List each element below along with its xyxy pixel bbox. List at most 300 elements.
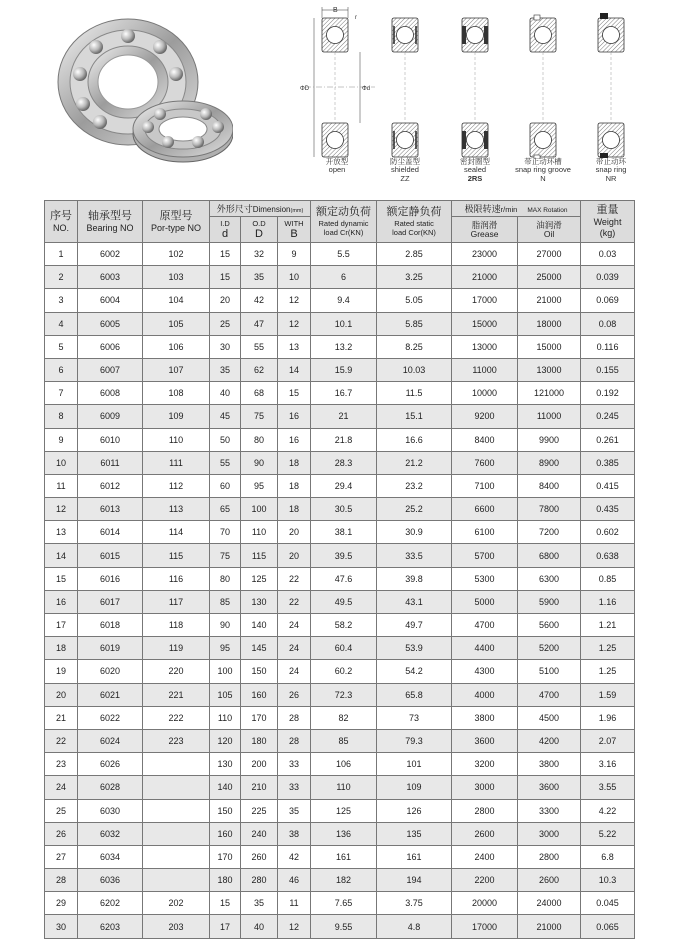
cell-bearing-no: 6009 [78, 405, 143, 428]
cell-id: 60 [210, 474, 241, 497]
cell-no: 17 [45, 614, 78, 637]
cell-bearing-no: 6008 [78, 382, 143, 405]
cell-bearing-no: 6020 [78, 660, 143, 683]
cell-por-type: 223 [143, 729, 210, 752]
cell-id: 100 [210, 660, 241, 683]
bearing-photo [38, 14, 233, 164]
cell-width: 11 [278, 892, 311, 915]
cell-grease-speed: 21000 [452, 266, 518, 289]
cell-width: 24 [278, 637, 311, 660]
table-row [45, 243, 635, 266]
table-header [45, 201, 635, 243]
cell-id: 55 [210, 451, 241, 474]
cell-dynamic-load: 30.5 [311, 498, 377, 521]
cell-od: 160 [241, 683, 278, 706]
header-with: WITH B [278, 217, 311, 243]
cell-id: 180 [210, 869, 241, 892]
header-dynamic-load: 额定动负荷 Rated dynamic load Cr(KN) [311, 201, 377, 243]
cell-bearing-no: 6011 [78, 451, 143, 474]
table-row [45, 382, 635, 405]
cell-static-load: 16.6 [377, 428, 452, 451]
cell-bearing-no: 6005 [78, 312, 143, 335]
cell-id: 105 [210, 683, 241, 706]
cell-weight: 0.116 [581, 335, 635, 358]
cell-no: 14 [45, 544, 78, 567]
table-row [45, 451, 635, 474]
cell-grease-speed: 2400 [452, 845, 518, 868]
cell-bearing-no: 6203 [78, 915, 143, 938]
cell-por-type: 114 [143, 521, 210, 544]
cell-weight: 0.261 [581, 428, 635, 451]
cell-dynamic-load: 28.3 [311, 451, 377, 474]
cell-static-load: 65.8 [377, 683, 452, 706]
cell-weight: 0.065 [581, 915, 635, 938]
cell-grease-speed: 3800 [452, 706, 518, 729]
cell-weight: 0.435 [581, 498, 635, 521]
cell-por-type [143, 845, 210, 868]
table-row [45, 660, 635, 683]
cell-dynamic-load: 39.5 [311, 544, 377, 567]
cell-bearing-no: 6015 [78, 544, 143, 567]
cell-oil-speed: 4500 [518, 706, 581, 729]
cell-no: 29 [45, 892, 78, 915]
cell-grease-speed: 20000 [452, 892, 518, 915]
cell-od: 115 [241, 544, 278, 567]
header-oil: 油润滑 Oil [518, 217, 581, 243]
cell-grease-speed: 2200 [452, 869, 518, 892]
cell-no: 13 [45, 521, 78, 544]
cell-grease-speed: 6100 [452, 521, 518, 544]
cell-oil-speed: 5200 [518, 637, 581, 660]
cell-static-load: 49.7 [377, 614, 452, 637]
cell-no: 20 [45, 683, 78, 706]
cell-no: 12 [45, 498, 78, 521]
cell-od: 35 [241, 266, 278, 289]
cell-weight: 3.55 [581, 776, 635, 799]
cell-width: 22 [278, 590, 311, 613]
cell-no: 11 [45, 474, 78, 497]
cell-grease-speed: 4000 [452, 683, 518, 706]
cell-weight: 1.25 [581, 660, 635, 683]
cell-od: 280 [241, 869, 278, 892]
cell-width: 46 [278, 869, 311, 892]
cell-od: 68 [241, 382, 278, 405]
cell-no: 1 [45, 243, 78, 266]
cell-dynamic-load: 60.2 [311, 660, 377, 683]
cell-id: 120 [210, 729, 241, 752]
cell-weight: 0.638 [581, 544, 635, 567]
table-row [45, 312, 635, 335]
cell-por-type: 106 [143, 335, 210, 358]
cell-width: 12 [278, 289, 311, 312]
type-sealed-caption: 密封圈型 sealed 2RS [460, 157, 490, 183]
cell-dynamic-load: 5.5 [311, 243, 377, 266]
cell-por-type [143, 822, 210, 845]
cell-oil-speed: 4700 [518, 683, 581, 706]
cell-oil-speed: 21000 [518, 915, 581, 938]
cell-width: 9 [278, 243, 311, 266]
cell-id: 150 [210, 799, 241, 822]
cell-bearing-no: 6013 [78, 498, 143, 521]
cell-id: 85 [210, 590, 241, 613]
cell-por-type: 119 [143, 637, 210, 660]
cell-bearing-no: 6030 [78, 799, 143, 822]
table-row [45, 822, 635, 845]
cell-dynamic-load: 58.2 [311, 614, 377, 637]
cell-dynamic-load: 72.3 [311, 683, 377, 706]
cell-por-type: 222 [143, 706, 210, 729]
shielded-drawing [392, 18, 418, 157]
cell-grease-speed: 7600 [452, 451, 518, 474]
cell-id: 35 [210, 358, 241, 381]
cell-weight: 1.21 [581, 614, 635, 637]
cell-dynamic-load: 49.5 [311, 590, 377, 613]
cell-od: 95 [241, 474, 278, 497]
cell-no: 24 [45, 776, 78, 799]
cell-grease-speed: 23000 [452, 243, 518, 266]
cell-bearing-no: 6034 [78, 845, 143, 868]
cell-bearing-no: 6010 [78, 428, 143, 451]
cell-od: 42 [241, 289, 278, 312]
cell-no: 15 [45, 567, 78, 590]
table-row [45, 428, 635, 451]
cell-oil-speed: 5100 [518, 660, 581, 683]
table-row [45, 637, 635, 660]
cell-od: 90 [241, 451, 278, 474]
table-row [45, 706, 635, 729]
snap-ring-drawing [598, 13, 624, 158]
cell-oil-speed: 2600 [518, 869, 581, 892]
cell-weight: 1.96 [581, 706, 635, 729]
table-row [45, 358, 635, 381]
cell-dynamic-load: 29.4 [311, 474, 377, 497]
cell-por-type: 117 [143, 590, 210, 613]
cell-id: 17 [210, 915, 241, 938]
cell-width: 28 [278, 729, 311, 752]
cell-no: 10 [45, 451, 78, 474]
cell-weight: 0.069 [581, 289, 635, 312]
cell-od: 32 [241, 243, 278, 266]
cell-grease-speed: 11000 [452, 358, 518, 381]
cell-dynamic-load: 82 [311, 706, 377, 729]
cell-dynamic-load: 136 [311, 822, 377, 845]
table-row [45, 776, 635, 799]
cell-por-type: 112 [143, 474, 210, 497]
cell-weight: 0.415 [581, 474, 635, 497]
cell-por-type: 104 [143, 289, 210, 312]
cell-bearing-no: 6002 [78, 243, 143, 266]
cell-grease-speed: 3000 [452, 776, 518, 799]
cell-bearing-no: 6032 [78, 822, 143, 845]
cell-static-load: 109 [377, 776, 452, 799]
cell-weight: 3.16 [581, 753, 635, 776]
cell-width: 24 [278, 614, 311, 637]
cell-id: 110 [210, 706, 241, 729]
cell-por-type: 110 [143, 428, 210, 451]
cell-id: 80 [210, 567, 241, 590]
cell-bearing-no: 6012 [78, 474, 143, 497]
cell-bearing-no: 6202 [78, 892, 143, 915]
table-row [45, 799, 635, 822]
cell-dynamic-load: 9.55 [311, 915, 377, 938]
type-snap-ring-groove-caption: 带止动环槽 snap ring groove N [515, 157, 571, 183]
cell-dynamic-load: 85 [311, 729, 377, 752]
cell-id: 50 [210, 428, 241, 451]
header-grease: 脂润滑 Grease [452, 217, 518, 243]
cell-por-type: 118 [143, 614, 210, 637]
cell-no: 7 [45, 382, 78, 405]
cell-grease-speed: 17000 [452, 289, 518, 312]
cell-weight: 10.3 [581, 869, 635, 892]
cell-por-type [143, 869, 210, 892]
cell-grease-speed: 13000 [452, 335, 518, 358]
cell-static-load: 194 [377, 869, 452, 892]
cell-static-load: 4.8 [377, 915, 452, 938]
table-row [45, 683, 635, 706]
header-id: I.D d [210, 217, 241, 243]
cell-width: 16 [278, 405, 311, 428]
cell-id: 15 [210, 243, 241, 266]
cell-od: 80 [241, 428, 278, 451]
cell-oil-speed: 24000 [518, 892, 581, 915]
cell-grease-speed: 9200 [452, 405, 518, 428]
cell-static-load: 10.03 [377, 358, 452, 381]
cell-static-load: 39.8 [377, 567, 452, 590]
header-max-rotation: 极限转速r/min MAX Rotation [452, 201, 581, 217]
cross-section-drawings [300, 4, 670, 159]
cell-no: 30 [45, 915, 78, 938]
cell-width: 42 [278, 845, 311, 868]
cell-no: 18 [45, 637, 78, 660]
cell-id: 15 [210, 266, 241, 289]
cell-weight: 0.03 [581, 243, 635, 266]
snap-ring-groove-drawing [530, 15, 556, 159]
cell-grease-speed: 15000 [452, 312, 518, 335]
cell-oil-speed: 25000 [518, 266, 581, 289]
type-open-caption: 开放型 open [325, 157, 349, 175]
cell-por-type: 113 [143, 498, 210, 521]
bearing-spec-table [44, 200, 635, 939]
cell-width: 13 [278, 335, 311, 358]
cell-weight: 1.25 [581, 637, 635, 660]
cell-od: 110 [241, 521, 278, 544]
cell-no: 26 [45, 822, 78, 845]
cell-id: 170 [210, 845, 241, 868]
cell-id: 20 [210, 289, 241, 312]
cell-bearing-no: 6021 [78, 683, 143, 706]
cell-oil-speed: 3000 [518, 822, 581, 845]
cell-por-type: 116 [143, 567, 210, 590]
cell-bearing-no: 6024 [78, 729, 143, 752]
table-row [45, 521, 635, 544]
table-row [45, 266, 635, 289]
cell-od: 170 [241, 706, 278, 729]
cell-por-type [143, 776, 210, 799]
cell-dynamic-load: 182 [311, 869, 377, 892]
cell-grease-speed: 3200 [452, 753, 518, 776]
cell-static-load: 73 [377, 706, 452, 729]
dim-D-label: ΦD [300, 86, 310, 92]
cell-width: 18 [278, 498, 311, 521]
header-weight: 重量 Weight (kg) [581, 201, 635, 243]
cell-por-type [143, 799, 210, 822]
table-body [45, 243, 635, 939]
type-snap-ring-caption: 带止动环 snap ring NR [595, 157, 627, 183]
cell-width: 14 [278, 358, 311, 381]
cell-od: 210 [241, 776, 278, 799]
cell-por-type: 107 [143, 358, 210, 381]
cell-grease-speed: 4300 [452, 660, 518, 683]
table-row [45, 590, 635, 613]
cell-od: 62 [241, 358, 278, 381]
cell-oil-speed: 6300 [518, 567, 581, 590]
cell-bearing-no: 6014 [78, 521, 143, 544]
cell-por-type: 115 [143, 544, 210, 567]
cell-width: 26 [278, 683, 311, 706]
table-row [45, 289, 635, 312]
table-row [45, 915, 635, 938]
cell-od: 125 [241, 567, 278, 590]
cell-id: 95 [210, 637, 241, 660]
cell-oil-speed: 9900 [518, 428, 581, 451]
cell-weight: 0.245 [581, 405, 635, 428]
cell-width: 22 [278, 567, 311, 590]
cell-por-type: 103 [143, 266, 210, 289]
cell-static-load: 15.1 [377, 405, 452, 428]
table-row [45, 567, 635, 590]
cell-id: 30 [210, 335, 241, 358]
cell-grease-speed: 17000 [452, 915, 518, 938]
cell-od: 75 [241, 405, 278, 428]
table-row [45, 544, 635, 567]
cell-dynamic-load: 7.65 [311, 892, 377, 915]
cell-static-load: 5.05 [377, 289, 452, 312]
cell-weight: 0.385 [581, 451, 635, 474]
table-row [45, 405, 635, 428]
cell-static-load: 11.5 [377, 382, 452, 405]
cell-id: 130 [210, 753, 241, 776]
cell-no: 27 [45, 845, 78, 868]
cell-no: 28 [45, 869, 78, 892]
cell-grease-speed: 6600 [452, 498, 518, 521]
cell-dynamic-load: 6 [311, 266, 377, 289]
cell-dynamic-load: 13.2 [311, 335, 377, 358]
cell-width: 15 [278, 382, 311, 405]
cell-width: 20 [278, 521, 311, 544]
cell-weight: 6.8 [581, 845, 635, 868]
table-row [45, 335, 635, 358]
cell-dynamic-load: 60.4 [311, 637, 377, 660]
cell-oil-speed: 2800 [518, 845, 581, 868]
cell-id: 40 [210, 382, 241, 405]
cell-no: 19 [45, 660, 78, 683]
cell-static-load: 8.25 [377, 335, 452, 358]
cell-oil-speed: 8400 [518, 474, 581, 497]
cell-oil-speed: 18000 [518, 312, 581, 335]
cell-id: 15 [210, 892, 241, 915]
header-od: O.D D [241, 217, 278, 243]
cell-od: 150 [241, 660, 278, 683]
bearing-type-diagrams [300, 4, 670, 189]
cell-static-load: 54.2 [377, 660, 452, 683]
table-row [45, 729, 635, 752]
cell-oil-speed: 6800 [518, 544, 581, 567]
cell-no: 8 [45, 405, 78, 428]
dim-r-label: r [355, 15, 357, 21]
cell-oil-speed: 11000 [518, 405, 581, 428]
cell-width: 16 [278, 428, 311, 451]
cell-no: 25 [45, 799, 78, 822]
cell-bearing-no: 6006 [78, 335, 143, 358]
cell-grease-speed: 5300 [452, 567, 518, 590]
cell-oil-speed: 5600 [518, 614, 581, 637]
cell-id: 45 [210, 405, 241, 428]
cell-od: 200 [241, 753, 278, 776]
cell-oil-speed: 3800 [518, 753, 581, 776]
cell-weight: 1.59 [581, 683, 635, 706]
cell-od: 240 [241, 822, 278, 845]
table-row [45, 498, 635, 521]
cell-grease-speed: 8400 [452, 428, 518, 451]
dim-d-label: Φd [362, 86, 371, 92]
table-row [45, 474, 635, 497]
sealed-drawing [462, 18, 488, 157]
cell-por-type: 102 [143, 243, 210, 266]
cell-static-load: 3.25 [377, 266, 452, 289]
cell-oil-speed: 8900 [518, 451, 581, 474]
cell-dynamic-load: 21 [311, 405, 377, 428]
cell-oil-speed: 27000 [518, 243, 581, 266]
cell-static-load: 25.2 [377, 498, 452, 521]
cell-dynamic-load: 106 [311, 753, 377, 776]
cell-id: 75 [210, 544, 241, 567]
cell-por-type: 220 [143, 660, 210, 683]
cell-id: 160 [210, 822, 241, 845]
cell-static-load: 101 [377, 753, 452, 776]
cell-static-load: 43.1 [377, 590, 452, 613]
cell-id: 90 [210, 614, 241, 637]
cell-bearing-no: 6026 [78, 753, 143, 776]
cell-oil-speed: 7800 [518, 498, 581, 521]
cell-no: 23 [45, 753, 78, 776]
table-row [45, 869, 635, 892]
cell-no: 3 [45, 289, 78, 312]
table-row [45, 892, 635, 915]
cell-weight: 5.22 [581, 822, 635, 845]
header-por-type: 原型号 Por-type NO [143, 201, 210, 243]
cell-bearing-no: 6016 [78, 567, 143, 590]
cell-grease-speed: 3600 [452, 729, 518, 752]
cell-dynamic-load: 110 [311, 776, 377, 799]
cell-weight: 0.045 [581, 892, 635, 915]
cell-oil-speed: 15000 [518, 335, 581, 358]
cell-grease-speed: 10000 [452, 382, 518, 405]
cell-bearing-no: 6022 [78, 706, 143, 729]
cell-width: 33 [278, 776, 311, 799]
cell-id: 25 [210, 312, 241, 335]
cell-static-load: 23.2 [377, 474, 452, 497]
dim-b-label: B [333, 7, 338, 14]
cell-no: 21 [45, 706, 78, 729]
cell-od: 40 [241, 915, 278, 938]
cell-weight: 1.16 [581, 590, 635, 613]
cell-por-type: 109 [143, 405, 210, 428]
cell-no: 4 [45, 312, 78, 335]
cell-dynamic-load: 38.1 [311, 521, 377, 544]
cell-bearing-no: 6004 [78, 289, 143, 312]
cell-static-load: 3.75 [377, 892, 452, 915]
cell-id: 70 [210, 521, 241, 544]
